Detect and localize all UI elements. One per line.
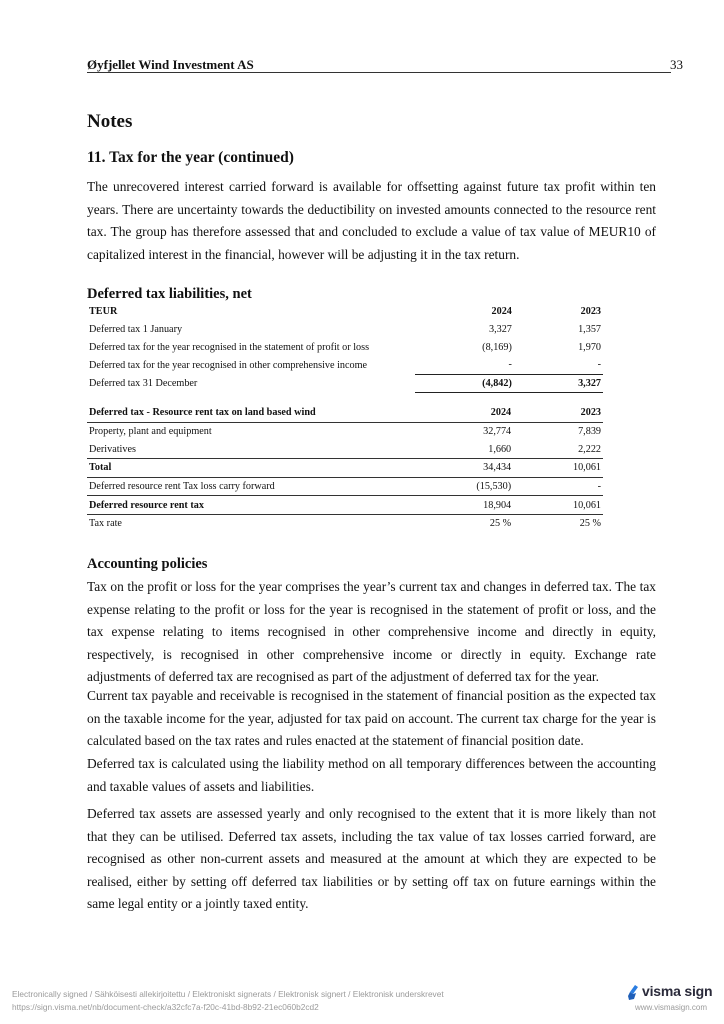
row-label: Property, plant and equipment: [89, 426, 212, 438]
value-2024: 18,904: [413, 496, 513, 515]
column-header-label: Deferred tax - Resource rent tax on land based wind: [87, 404, 413, 422]
table-total-row: [87, 496, 603, 515]
value-2024: 34,434: [413, 459, 513, 478]
table-row: [87, 321, 603, 339]
brand-name: visma sign: [642, 983, 713, 999]
value-2023: 25 %: [579, 518, 601, 530]
table-header-row: [87, 303, 603, 321]
table-row: [87, 477, 603, 496]
row-label: Total: [87, 459, 413, 478]
value-2023: 7,839: [578, 426, 601, 438]
value-2024: -: [508, 359, 512, 371]
value-2024: 32,774: [483, 426, 512, 438]
brand-url[interactable]: www.vismasign.com: [635, 1003, 708, 1012]
value-2023: 10,061: [513, 496, 603, 515]
visma-logo-icon: [627, 985, 639, 1001]
section-title: 11. Tax for the year (continued): [87, 149, 294, 166]
value-2023: 3,327: [514, 374, 603, 393]
value-2024: (15,530): [476, 481, 512, 493]
value-2023: -: [597, 359, 601, 371]
value-2023: -: [597, 481, 601, 493]
row-label: Deferred resource rent Tax loss carry forward: [89, 481, 275, 493]
value-2023: 2,222: [578, 443, 601, 455]
column-header-2024: 2024: [491, 306, 512, 318]
signed-text: Electronically signed / Sähköisesti allekirjoitettu / Elektroniskt signerats / Elektronisk signert / Elektronisk underskrevet: [12, 989, 444, 999]
value-2024: (8,169): [482, 341, 512, 353]
column-header-2024: 2024: [413, 404, 513, 422]
visma-sign-brand: [627, 983, 717, 1013]
column-header-2023: 2023: [580, 306, 601, 318]
value-2023: 1,970: [578, 341, 601, 353]
row-label: Deferred tax 31 December: [89, 378, 198, 390]
table-row: [87, 440, 603, 458]
deferred-tax-table: [87, 303, 603, 393]
row-label: Deferred tax 1 January: [89, 324, 183, 336]
value-2023: 1,357: [578, 324, 601, 336]
notes-title: Notes: [87, 111, 133, 132]
header-divider: [87, 72, 671, 73]
intro-paragraph: The unrecovered interest carried forward is available for offsetting against future tax profit within ten years. There are uncertainty towards the deductibility on invested amounts connected to the resource rent tax. The group has therefore assessed that and concluded to exclude a value of tax value of MEUR10 of capitalized interest in the financial, however will be adjusting it in the tax return.: [87, 179, 656, 262]
column-header-label: TEUR: [89, 306, 118, 318]
row-label: Deferred resource rent tax: [87, 496, 413, 515]
row-label: Tax rate: [89, 518, 122, 530]
company-name: Øyfjellet Wind Investment AS: [87, 57, 254, 72]
value-2024: (4,842): [415, 374, 514, 393]
table-row: [87, 338, 603, 356]
deferred-tax-table-heading: Deferred tax liabilities, net: [87, 286, 252, 302]
row-label: Derivatives: [89, 443, 136, 455]
document-check-link[interactable]: https://sign.visma.net/nb/document-check/a32cfc7a-f20c-41bd-8b92-21ec060b2cd2: [12, 1001, 319, 1012]
accounting-policies-title: Accounting policies: [87, 556, 208, 572]
page-number: 33: [670, 57, 683, 72]
policy-paragraph: Deferred tax assets are assessed yearly and only recognised to the extent that it is more likely than not that they can be utilised. Deferred tax assets, including the tax value of tax losses carried forward, are recognised as other non-current assets and measured at the amount at which they are expected to be realised, either by setting off deferred tax liabilities or by setting off tax on future earnings within the same legal entity or a jointly taxed entity.: [87, 806, 656, 911]
table-total-row: [87, 374, 603, 393]
table-total-row: [87, 459, 603, 478]
row-label: Deferred tax for the year recognised in other comprehensive income: [89, 359, 368, 371]
value-2024: 3,327: [488, 324, 512, 336]
table-row: [87, 422, 603, 440]
value-2024: 1,660: [488, 443, 512, 455]
column-header-2023: 2023: [513, 404, 603, 422]
table-header-row: [87, 404, 603, 422]
row-label: Deferred tax for the year recognised in the statement of profit or loss: [89, 341, 370, 353]
policy-paragraph: Deferred tax is calculated using the liability method on all temporary differences between the accounting and taxable values of assets and liabilities.: [87, 756, 656, 794]
policy-paragraph: Current tax payable and receivable is recognised in the statement of financial position as the expected tax on the taxable income for the year, adjusted for tax paid on account. The current tax charge for the year is calculated based on the tax rates and rules enacted at the statement of financial position date.: [87, 688, 656, 748]
resource-rent-tax-table: [87, 404, 603, 533]
table-row: [87, 515, 603, 533]
policy-paragraph: Tax on the profit or loss for the year comprises the year’s current tax and changes in deferred tax. The tax expense relating to the profit or loss for the year is recognised in the statement of profit or loss, and the tax expense relating to items recognised in other comprehensive income and directly in equity, respectively, is recognised in other comprehensive income or directly in equity. Exchange rate adjustments of deferred tax are recognised as part of the adjustment of deferred tax for the year.: [87, 579, 656, 684]
value-2023: 10,061: [513, 459, 603, 478]
value-2024: 25 %: [489, 518, 512, 530]
page-header: [87, 57, 683, 73]
signature-footer: [12, 988, 444, 1013]
table-row: [87, 356, 603, 374]
